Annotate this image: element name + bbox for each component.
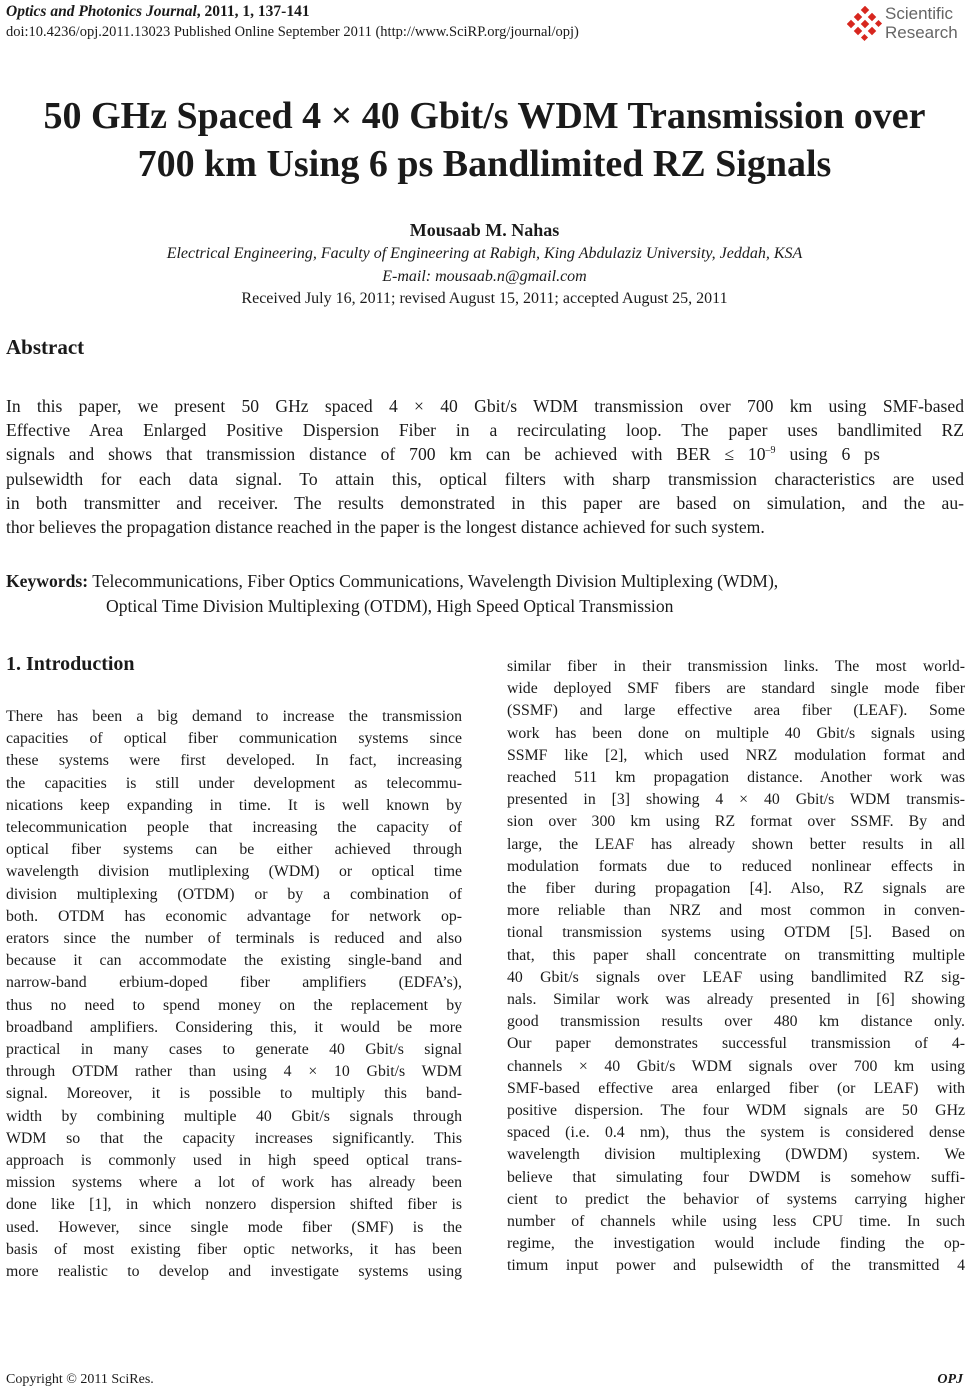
abstract-heading: Abstract: [6, 335, 85, 359]
body-line: good transmission results over 480 km distance only.: [507, 1013, 965, 1031]
logo-word-research: Research: [885, 23, 958, 42]
body-line: (SSMF) and large effective area fiber (LEAF). Some: [507, 702, 965, 720]
body-line: wavelength division multiplexing (DWDM) system. We: [507, 1146, 965, 1164]
title-line: 700 km Using 6 ps Bandlimited RZ Signals: [137, 143, 832, 185]
abstract-line: thor believes the propagation distance reached in the paper is the longest distance achieved for such system.: [6, 517, 765, 538]
abstract-line: In this paper, we present 50 GHz spaced 4 × 40 Gbit/s WDM transmission over 700 km using SMF-based: [6, 396, 964, 416]
body-line: done like [1], in which nonzero dispersion shifted fiber is: [6, 1196, 462, 1214]
body-line: approach is commonly used in high speed optical trans-: [6, 1152, 462, 1170]
body-line: wavelength division mutliplexing (WDM) or optical time: [6, 863, 462, 881]
body-line: cient to predict the behavior of systems carrying higher: [507, 1190, 965, 1208]
ber-exponent: –9: [765, 445, 776, 457]
keywords-text: Telecommunications, Fiber Optics Communications, Wavelength Division Multiplexing (WDM),: [92, 571, 779, 591]
journal-volume: , 2011, 1, 137-141: [196, 3, 310, 20]
keywords-block: [6, 569, 969, 619]
journal-abbreviation: OPJ: [937, 1372, 963, 1387]
body-line: number of channels while using less CPU time. In such: [507, 1213, 965, 1231]
abstract-body: [6, 394, 964, 539]
body-line: nals. Similar work was already presented in [6] showing: [507, 991, 965, 1009]
page-header: [0, 0, 969, 52]
abstract-line: pulsewidth for each data signal. To attain this, optical filters with sharp transmission characteristics are used: [6, 468, 964, 489]
body-line: broadband amplifiers. Considering this, it would be more: [6, 1018, 462, 1036]
body-line: signal. Moreover, it is possible to multiply this band-: [6, 1085, 462, 1103]
body-line: work has been done on multiple 40 Gbit/s signals using: [507, 724, 965, 742]
body-line: large, the LEAF has already shown better results in all: [507, 835, 965, 853]
body-line: basis of most existing fiber optic networks, it has been: [6, 1240, 462, 1258]
journal-citation: [6, 3, 310, 21]
body-line: believe that simulating four DWDM is somehow suffi-: [507, 1168, 965, 1186]
right-column: [507, 656, 965, 1278]
body-line: thus no need to spend money on the replacement by: [6, 996, 462, 1014]
body-line: SSMF like [2], which used NRZ modulation format and: [507, 746, 965, 764]
body-line: width by combining multiple 40 Gbit/s signals through: [6, 1107, 462, 1125]
doi-line: doi:10.4236/opj.2011.13023 Published Online September 2011 (http://www.SciRP.org/journal/opj): [6, 24, 579, 40]
title-line: 50 GHz Spaced 4 × 40 Gbit/s WDM Transmission over: [43, 95, 926, 137]
body-line: Our paper demonstrates successful transmission of 4-: [507, 1035, 965, 1053]
body-line: channels × 40 Gbit/s WDM signals over 700 km using: [507, 1057, 965, 1075]
scirp-dots-icon: [847, 6, 883, 42]
body-line: erators since the number of terminals is reduced and also: [6, 930, 462, 948]
abstract-line: [6, 442, 964, 466]
logo-word-scientific: Scientific: [885, 4, 954, 23]
body-line: used. However, since single mode fiber (SMF) is the: [6, 1218, 462, 1236]
body-line: WDM so that the capacity increases significantly. This: [6, 1129, 462, 1147]
publisher-logo: [847, 4, 965, 46]
body-line: SMF-based effective area enlarged fiber (or LEAF) with: [507, 1079, 965, 1097]
abstract-line-text: signals and shows that transmission distance of 700 km can be achieved with BER ≤ 10: [6, 444, 766, 465]
body-line: positive dispersion. The four WDM signals are 50 GHz: [507, 1102, 965, 1120]
body-line: spaced (i.e. 0.4 nm), thus the system is considered dense: [507, 1124, 965, 1142]
affiliation: Electrical Engineering, Faculty of Engineering at Rabigh, King Abdulaziz University, Jeddah, KSA: [166, 245, 803, 262]
keywords-line: Optical Time Division Multiplexing (OTDM), High Speed Optical Transmission: [106, 596, 674, 616]
body-line: that, this paper shall concentrate on transmitting multiple: [507, 946, 965, 964]
author-name: Mousaab M. Nahas: [409, 220, 560, 240]
copyright: Copyright © 2011 SciRes.: [6, 1372, 154, 1387]
keywords-line: [6, 569, 969, 594]
email-line: E-mail: mousaab.n@gmail.com: [382, 267, 587, 285]
abstract-line-tail: using 6 ps: [789, 444, 880, 465]
body-line: reached 511 km propagation distance. Another work was: [507, 769, 965, 787]
body-line: division multiplexing (OTDM) or by a combination of: [6, 885, 462, 903]
body-line: more reliable than NRZ and most common in conven-: [507, 902, 965, 920]
body-line: capacities of optical fiber communication systems since: [6, 730, 462, 748]
body-line: both. OTDM has economic advantage for network op-: [6, 907, 462, 925]
page-footer: [0, 1372, 969, 1389]
body-line: practical in many cases to generate 40 Gbit/s signal: [6, 1041, 462, 1059]
body-line: mission systems where a lot of work has already been: [6, 1174, 462, 1192]
body-line: presented in [3] showing 4 × 40 Gbit/s WDM transmis-: [507, 791, 965, 809]
body-line: similar fiber in their transmission links. The most world-: [507, 658, 965, 675]
body-line: There has been a big demand to increase the transmission: [6, 708, 462, 725]
body-line: regime, the investigation would include finding the op-: [507, 1235, 965, 1253]
body-line: these systems were first developed. In fact, increasing: [6, 752, 462, 770]
body-line: the fiber during propagation [4]. Also, RZ signals are: [507, 880, 965, 898]
abstract-line: Effective Area Enlarged Positive Dispersion Fiber in a recirculating loop. The paper uses bandlimited RZ: [6, 420, 964, 441]
paper-title: [0, 92, 969, 188]
body-line: wide deployed SMF fibers are standard single mode fiber: [507, 680, 965, 698]
section-heading: 1. Introduction: [6, 653, 135, 675]
body-line: through OTDM rather than using 4 × 10 Gbit/s WDM: [6, 1063, 462, 1081]
journal-name: Optics and Photonics Journal: [6, 3, 197, 20]
body-line: narrow-band erbium-doped fiber amplifiers (EDFA’s),: [6, 974, 462, 992]
body-line: because it can accommodate the existing single-band and: [6, 952, 462, 970]
author-affiliation-block: [0, 243, 969, 311]
body-line: modulation formats due to reduced nonlinear effects in: [507, 857, 965, 875]
body-line: 40 Gbit/s signals over LEAF using bandlimited RZ sig-: [507, 968, 965, 986]
body-line: nications keep expanding in time. It is well known by: [6, 796, 462, 814]
body-line: sion over 300 km using RZ format over SSMF. By and: [507, 813, 965, 831]
dates-line: Received July 16, 2011; revised August 15, 2011; accepted August 25, 2011: [241, 290, 728, 307]
body-line: optical fiber systems can be either achieved through: [6, 841, 462, 859]
keywords-label: Keywords:: [6, 571, 89, 591]
body-line: more realistic to develop and investigate systems using: [6, 1263, 462, 1281]
body-line: the capacities is still under development as telecommu-: [6, 774, 462, 792]
left-column: [6, 706, 462, 1283]
body-line: telecommunication people that increasing the capacity of: [6, 819, 462, 837]
body-line: timum input power and pulsewidth of the transmitted 4: [507, 1257, 965, 1275]
body-line: tional transmission systems using OTDM [5]. Based on: [507, 924, 965, 942]
abstract-line: in both transmitter and receiver. The results demonstrated in this paper are based on simulation, and the au-: [6, 492, 964, 513]
